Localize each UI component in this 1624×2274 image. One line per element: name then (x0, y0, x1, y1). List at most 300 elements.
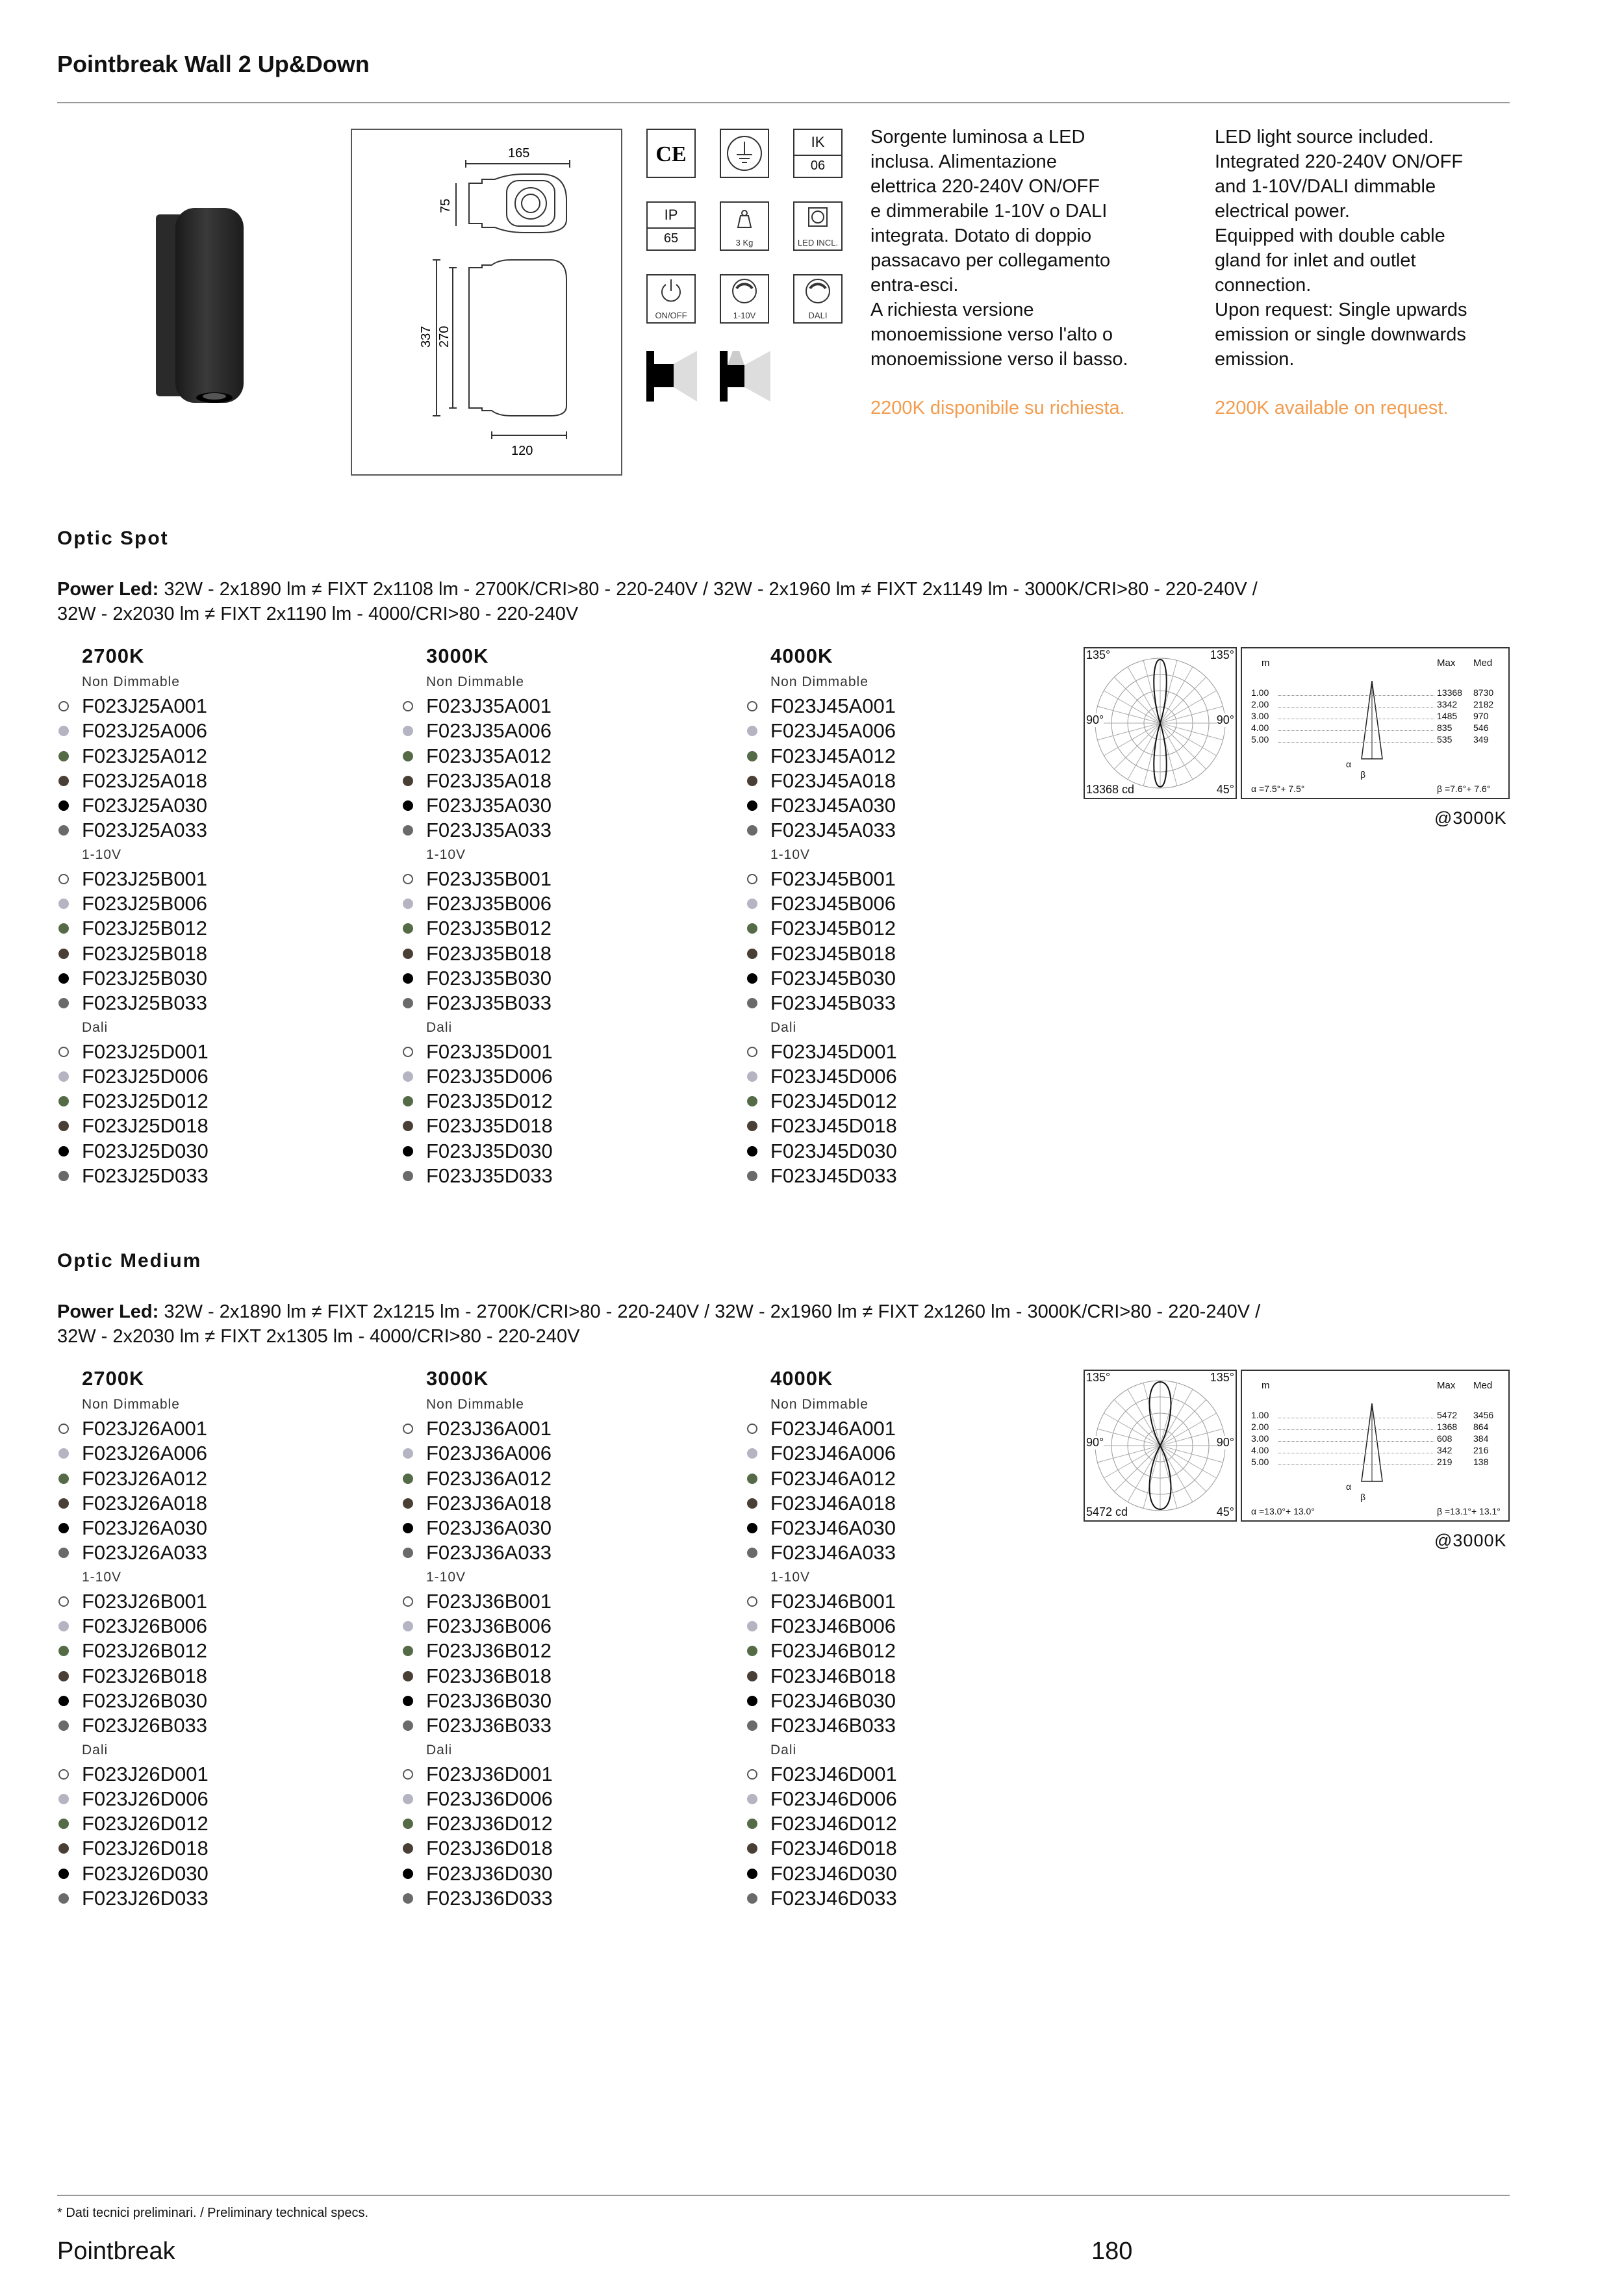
driver-type-label: Dali (82, 1019, 108, 1035)
finish-color-swatch (403, 1671, 413, 1681)
finish-color-swatch (747, 1769, 757, 1780)
product-code: F023J35D033 (426, 1164, 553, 1188)
finish-color-swatch (58, 1819, 69, 1829)
product-code-row (746, 1416, 1084, 1441)
polar-light-distribution-chart (1084, 647, 1237, 799)
distance-cell: 5.00 (1251, 734, 1269, 745)
product-code-row (57, 1861, 395, 1886)
product-code-row (401, 1114, 739, 1138)
product-code-row (401, 1664, 739, 1689)
dotted-leader (1278, 695, 1434, 696)
product-code-row (746, 694, 1084, 719)
illuminance-table (1241, 1370, 1510, 1522)
polar-light-distribution-chart (1084, 1370, 1237, 1522)
product-code-row (401, 719, 739, 743)
product-code: F023J26D018 (82, 1837, 209, 1860)
distance-cell: 5.00 (1251, 1457, 1269, 1467)
product-code-row (57, 793, 395, 818)
product-code-row (57, 1064, 395, 1089)
code-column (57, 1367, 395, 1911)
product-code-row (401, 1139, 739, 1164)
product-code: F023J35D001 (426, 1040, 553, 1063)
product-code: F023J35B006 (426, 892, 552, 915)
finish-color-swatch (403, 800, 413, 811)
product-code-row (57, 769, 395, 793)
color-temp-heading: 4000K (770, 645, 833, 667)
product-code-row (746, 744, 1084, 769)
product-code-row (57, 1762, 395, 1787)
product-code-row (57, 1040, 395, 1064)
polar-label-angle-br: 45° (1216, 1505, 1234, 1518)
finish-color-swatch (747, 1474, 757, 1484)
product-code: F023J35B033 (426, 991, 552, 1015)
product-code-row (401, 891, 739, 916)
description-english: LED light source included. Integrated 220-240V ON/OFF and 1-10V/DALI dimmable electrical power. Equipped with double cable gland for inlet and outlet connection. Upon request: Single upwards emission or single downwards emission. (1215, 127, 1467, 370)
product-code-row (57, 1589, 395, 1614)
finish-color-swatch (747, 1448, 757, 1459)
product-code: F023J26A030 (82, 1516, 208, 1540)
power-led-line-1: 32W - 2x1890 lm ≠ FIXT 2x1108 lm - 2700K/CRI>80 - 220-240V / 32W - 2x1960 lm ≠ FIXT 2x1149 lm - 3000K/CRI>80 - 220-240V / (159, 579, 1258, 600)
med-lux-cell: 3456 (1473, 1410, 1494, 1420)
power-led-label: Power Led: (57, 1301, 159, 1322)
product-code: F023J46D001 (770, 1762, 897, 1785)
product-code-row (401, 1787, 739, 1811)
product-code: F023J46A018 (770, 1491, 896, 1514)
finish-color-swatch (747, 776, 757, 786)
product-code: F023J25D012 (82, 1090, 209, 1113)
footer-divider (57, 2195, 1510, 2196)
dotted-leader (1278, 1429, 1434, 1430)
product-code: F023J35D006 (426, 1064, 553, 1088)
finish-color-swatch (58, 1474, 69, 1484)
dim-width-top: 165 (508, 146, 530, 160)
product-code: F023J46B030 (770, 1689, 896, 1712)
product-code: F023J35A030 (426, 794, 552, 817)
product-code-row (401, 1836, 739, 1861)
product-code-row (401, 1886, 739, 1911)
product-code-row (401, 1491, 739, 1516)
finish-color-swatch (403, 973, 413, 984)
product-code: F023J36B012 (426, 1639, 552, 1663)
product-code: F023J35A018 (426, 769, 552, 792)
driver-type-label: 1-10V (426, 847, 466, 862)
product-code-row (57, 694, 395, 719)
dali-icon: DALI (793, 274, 843, 324)
product-code-row (57, 1441, 395, 1466)
product-code: F023J26B033 (82, 1714, 208, 1737)
finish-color-swatch (403, 1819, 413, 1829)
table-header: Max (1437, 1380, 1456, 1391)
product-code-row (401, 818, 739, 843)
finish-color-swatch (58, 1621, 69, 1631)
driver-type-label: Dali (82, 1742, 108, 1757)
product-code-row (746, 769, 1084, 793)
beam-angle-alpha: α (1346, 759, 1352, 769)
product-code: F023J36D030 (426, 1861, 553, 1885)
dotted-leader (1278, 742, 1434, 743)
product-code-row (746, 1713, 1084, 1738)
product-code: F023J25A006 (82, 719, 208, 743)
driver-type-label: Dali (770, 1742, 797, 1757)
finish-color-swatch (403, 1548, 413, 1558)
finish-color-swatch (747, 998, 757, 1008)
product-code-row (401, 694, 739, 719)
finish-color-swatch (403, 1646, 413, 1656)
finish-color-swatch (747, 1621, 757, 1631)
med-lux-cell: 349 (1473, 734, 1489, 745)
product-code-row (57, 1614, 395, 1639)
product-code: F023J35B001 (426, 867, 552, 890)
finish-color-swatch (58, 1671, 69, 1681)
driver-type-label: Non Dimmable (770, 1397, 869, 1412)
product-code: F023J46A006 (770, 1442, 896, 1465)
product-code-row (57, 1664, 395, 1689)
product-code: F023J25D006 (82, 1064, 209, 1088)
product-code-row (57, 744, 395, 769)
finish-color-swatch (747, 1548, 757, 1558)
beam-angle-alpha-text: α =13.0°+ 13.0° (1251, 1506, 1315, 1516)
color-temp-heading: 3000K (426, 645, 489, 667)
wall-mount-icon (646, 351, 697, 402)
product-code-row (57, 1787, 395, 1811)
product-code: F023J26B006 (82, 1615, 208, 1638)
ik-rating-badge: IK 06 (793, 129, 843, 178)
product-code: F023J26A012 (82, 1466, 208, 1490)
dotted-leader (1278, 730, 1434, 731)
product-code: F023J26B012 (82, 1639, 208, 1663)
product-code-row (401, 1589, 739, 1614)
finish-color-swatch (403, 1523, 413, 1533)
product-code: F023J36D018 (426, 1837, 553, 1860)
section-title: Optic Medium (57, 1250, 202, 1271)
product-code-row (746, 891, 1084, 916)
finish-color-swatch (747, 1843, 757, 1854)
max-lux-cell: 1368 (1437, 1422, 1458, 1432)
driver-type-label: Dali (770, 1019, 797, 1035)
beam-cone-icon (1346, 1403, 1398, 1488)
finish-color-swatch (747, 1071, 757, 1082)
dim-height-body: 270 (437, 326, 451, 348)
product-code: F023J25B001 (82, 867, 208, 890)
product-code: F023J45B018 (770, 941, 896, 965)
finish-color-swatch (747, 726, 757, 736)
finish-color-swatch (747, 949, 757, 959)
finish-color-swatch (58, 1096, 69, 1106)
finish-color-swatch (403, 1794, 413, 1804)
product-code-row (746, 1064, 1084, 1089)
product-code: F023J46D030 (770, 1861, 897, 1885)
product-code-row (746, 1664, 1084, 1689)
product-code: F023J36B018 (426, 1664, 552, 1687)
product-code-row (401, 1540, 739, 1565)
code-column (746, 1367, 1084, 1911)
finish-color-swatch (403, 751, 413, 761)
table-header: m (1262, 658, 1270, 669)
product-code: F023J45D018 (770, 1114, 897, 1138)
product-code-row (401, 1811, 739, 1836)
product-code: F023J45D033 (770, 1164, 897, 1188)
polar-label-angle-br: 45° (1216, 783, 1234, 796)
finish-color-swatch (747, 1720, 757, 1731)
product-code: F023J36D012 (426, 1812, 553, 1835)
finish-color-swatch (403, 923, 413, 934)
product-code-row (746, 1787, 1084, 1811)
beam-angle-alpha-text: α =7.5°+ 7.5° (1251, 784, 1305, 794)
product-code: F023J46B018 (770, 1664, 896, 1687)
ip-rating-badge: IP 65 (646, 201, 696, 251)
up-down-emission-icon (720, 351, 770, 402)
reference-temperature-label: @3000K (1434, 1531, 1507, 1550)
product-code-row (401, 1164, 739, 1188)
max-lux-cell: 1485 (1437, 711, 1458, 721)
product-code-row (57, 1713, 395, 1738)
finish-color-swatch (58, 776, 69, 786)
product-code: F023J36D033 (426, 1887, 553, 1910)
finish-color-swatch (403, 1424, 413, 1434)
illuminance-table (1241, 647, 1510, 799)
product-code: F023J46B006 (770, 1615, 896, 1638)
table-header: Max (1437, 658, 1456, 669)
weight-icon: 3 Kg (720, 201, 769, 251)
product-code-row (401, 769, 739, 793)
product-code: F023J35A001 (426, 695, 552, 717)
product-code-row (401, 1516, 739, 1540)
beam-angle-alpha: α (1346, 1481, 1352, 1492)
finish-color-swatch (403, 1121, 413, 1131)
polar-label-peak: 13368 cd (1086, 783, 1135, 796)
product-code: F023J36A006 (426, 1442, 552, 1465)
product-code-row (401, 1466, 739, 1491)
driver-type-label: 1-10V (82, 1569, 122, 1585)
product-code-row (57, 1416, 395, 1441)
product-code: F023J36B030 (426, 1689, 552, 1712)
polar-label-angle-tr: 135° (1210, 648, 1234, 661)
distance-cell: 4.00 (1251, 1445, 1269, 1455)
table-header: Med (1473, 1380, 1493, 1391)
product-code: F023J35B012 (426, 917, 552, 940)
product-code: F023J35B030 (426, 966, 552, 990)
svg-text:CE: CE (655, 142, 687, 166)
product-code: F023J36B001 (426, 1589, 552, 1613)
product-code-row (401, 1040, 739, 1064)
driver-type-label: 1-10V (770, 847, 811, 862)
product-code: F023J25D033 (82, 1164, 209, 1188)
product-code-row (746, 1886, 1084, 1911)
code-column (746, 645, 1084, 1188)
product-code: F023J46D006 (770, 1787, 897, 1810)
product-code: F023J45D012 (770, 1090, 897, 1113)
product-code-row (57, 966, 395, 991)
product-code-row (57, 991, 395, 1016)
finish-color-swatch (747, 1146, 757, 1156)
product-code: F023J25B018 (82, 941, 208, 965)
product-code: F023J26A018 (82, 1491, 208, 1514)
finish-color-swatch (747, 1869, 757, 1879)
finish-color-swatch (58, 1893, 69, 1904)
product-code-row (57, 719, 395, 743)
product-code: F023J45B001 (770, 867, 896, 890)
med-lux-cell: 2182 (1473, 699, 1494, 709)
product-code: F023J35B018 (426, 941, 552, 965)
product-code: F023J26B018 (82, 1664, 208, 1687)
finish-color-swatch (747, 1671, 757, 1681)
finish-color-swatch (747, 1819, 757, 1829)
product-code: F023J35A012 (426, 744, 552, 767)
polar-label-angle-ml: 90° (1086, 1436, 1104, 1449)
finish-color-swatch (747, 1424, 757, 1434)
finish-color-swatch (747, 1121, 757, 1131)
finish-color-swatch (58, 1646, 69, 1656)
product-code-row (746, 1861, 1084, 1886)
product-code: F023J35D012 (426, 1090, 553, 1113)
finish-color-swatch (747, 923, 757, 934)
product-code-row (401, 1762, 739, 1787)
product-code: F023J25B012 (82, 917, 208, 940)
product-code: F023J26D033 (82, 1887, 209, 1910)
product-code-row (746, 1639, 1084, 1663)
power-led-line-1: 32W - 2x1890 lm ≠ FIXT 2x1215 lm - 2700K/CRI>80 - 220-240V / 32W - 2x1960 lm ≠ FIXT 2x1260 lm - 3000K/CRI>80 - 220-240V / (159, 1301, 1261, 1322)
finish-color-swatch (747, 874, 757, 884)
distance-cell: 3.00 (1251, 711, 1269, 721)
driver-type-label: Dali (426, 1019, 453, 1035)
product-code-row (746, 1040, 1084, 1064)
product-code-row (746, 1139, 1084, 1164)
driver-type-label: Non Dimmable (770, 674, 869, 689)
product-code-row (57, 1811, 395, 1836)
power-led-label: Power Led: (57, 579, 159, 600)
product-code-row (401, 1639, 739, 1663)
product-code: F023J46A012 (770, 1466, 896, 1490)
finish-color-swatch (403, 825, 413, 836)
product-code-row (746, 818, 1084, 843)
product-code-row (57, 1491, 395, 1516)
product-code-row (401, 1416, 739, 1441)
product-code: F023J46D018 (770, 1837, 897, 1860)
finish-color-swatch (58, 949, 69, 959)
finish-color-swatch (403, 1498, 413, 1509)
product-code-row (57, 1516, 395, 1540)
product-code: F023J36B033 (426, 1714, 552, 1737)
finish-color-swatch (58, 726, 69, 736)
product-code: F023J45A001 (770, 695, 896, 717)
finish-color-swatch (747, 1646, 757, 1656)
max-lux-cell: 5472 (1437, 1410, 1458, 1420)
driver-type-label: 1-10V (82, 847, 122, 862)
finish-color-swatch (747, 899, 757, 909)
finish-color-swatch (403, 1621, 413, 1631)
product-code: F023J25D030 (82, 1139, 209, 1162)
finish-color-swatch (58, 1596, 69, 1607)
product-code: F023J26D006 (82, 1787, 209, 1810)
product-code: F023J46A030 (770, 1516, 896, 1540)
finish-color-swatch (403, 1843, 413, 1854)
beam-angle-beta-text: β =13.1°+ 13.1° (1437, 1506, 1501, 1516)
dim-height-total: 337 (419, 326, 433, 348)
product-code: F023J45B030 (770, 966, 896, 990)
finish-color-swatch (403, 874, 413, 884)
table-header: m (1262, 1380, 1270, 1391)
product-code-row (746, 1589, 1084, 1614)
product-code: F023J26A033 (82, 1541, 208, 1565)
product-code: F023J45A033 (770, 819, 896, 842)
med-lux-cell: 216 (1473, 1445, 1489, 1455)
finish-color-swatch (403, 1869, 413, 1879)
polar-label-angle-ml: 90° (1086, 713, 1104, 726)
product-code-row (57, 1886, 395, 1911)
product-code-row (57, 1114, 395, 1138)
reference-temperature-label: @3000K (1434, 808, 1507, 828)
product-code-row (401, 1089, 739, 1114)
distance-cell: 1.00 (1251, 1410, 1269, 1420)
description-italian: Sorgente luminosa a LED inclusa. Alimentazione elettrica 220-240V ON/OFF e dimmerabile 1-10V o DALI integrata. Dotato di doppio passacavo per collegamento entra-esci. A richiesta versione monoemissione verso l'alto o monoemissione verso il basso. (870, 127, 1128, 370)
product-code: F023J36A030 (426, 1516, 552, 1540)
max-lux-cell: 219 (1437, 1457, 1453, 1467)
driver-type-label: Non Dimmable (82, 674, 180, 689)
finish-color-swatch (58, 800, 69, 811)
note-english: 2200K available on request. (1215, 398, 1449, 418)
product-code: F023J45D006 (770, 1064, 897, 1088)
code-column (57, 645, 395, 1188)
driver-type-label: Dali (426, 1742, 453, 1757)
product-code: F023J46A033 (770, 1541, 896, 1565)
finish-color-swatch (403, 726, 413, 736)
footnote: * Dati tecnici preliminari. / Preliminary technical specs. (57, 2206, 369, 2220)
finish-color-swatch (403, 1474, 413, 1484)
finish-color-swatch (403, 1448, 413, 1459)
product-code-row (746, 793, 1084, 818)
finish-color-swatch (58, 1523, 69, 1533)
footer-brand: Pointbreak (57, 2238, 175, 2265)
product-code: F023J26A006 (82, 1442, 208, 1465)
product-code-row (57, 1836, 395, 1861)
product-code-row (401, 793, 739, 818)
product-code: F023J25D018 (82, 1114, 209, 1138)
finish-color-swatch (747, 1893, 757, 1904)
finish-color-swatch (58, 1869, 69, 1879)
max-lux-cell: 3342 (1437, 699, 1458, 709)
product-code-row (401, 1614, 739, 1639)
product-code-row (746, 1540, 1084, 1565)
product-code: F023J46B033 (770, 1714, 896, 1737)
product-code-row (401, 991, 739, 1016)
product-code: F023J26D001 (82, 1762, 209, 1785)
finish-color-swatch (403, 1146, 413, 1156)
distance-cell: 2.00 (1251, 699, 1269, 709)
product-code: F023J45B006 (770, 892, 896, 915)
power-led-spec (57, 577, 1510, 626)
product-code: F023J36D006 (426, 1787, 553, 1810)
product-code-row (746, 1491, 1084, 1516)
product-code-row (401, 941, 739, 966)
product-code: F023J25A001 (82, 695, 208, 717)
driver-type-label: Non Dimmable (426, 1397, 524, 1412)
finish-color-swatch (403, 899, 413, 909)
finish-color-swatch (58, 1121, 69, 1131)
product-code: F023J36D001 (426, 1762, 553, 1785)
product-code: F023J36A018 (426, 1491, 552, 1514)
finish-color-swatch (58, 701, 69, 711)
product-code-row (746, 1114, 1084, 1138)
max-lux-cell: 835 (1437, 722, 1453, 733)
finish-color-swatch (403, 1071, 413, 1082)
finish-color-swatch (747, 1794, 757, 1804)
finish-color-swatch (747, 800, 757, 811)
product-code-row (746, 916, 1084, 941)
finish-color-swatch (58, 1071, 69, 1082)
finish-color-swatch (403, 1769, 413, 1780)
driver-type-label: 1-10V (426, 1569, 466, 1585)
polar-label-peak: 5472 cd (1086, 1505, 1128, 1518)
